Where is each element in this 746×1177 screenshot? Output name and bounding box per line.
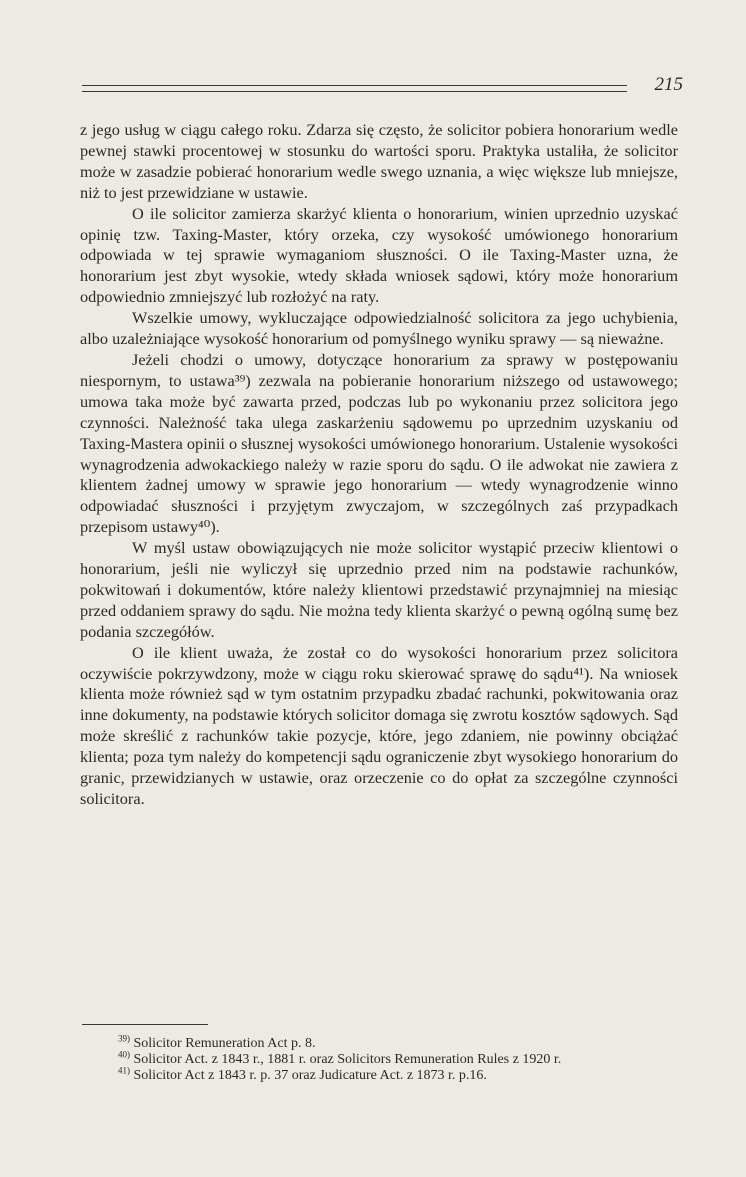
footnote-marker: 41) [118, 1065, 130, 1076]
page-number: 215 [654, 74, 683, 95]
footnote-rule [82, 1024, 208, 1025]
paragraph: z jego usług w ciągu całego roku. Zdarza się często, że solicitor pobiera honorarium wedle pewnej stawki procentowej w stosunku do wartości sporu. Praktyka ustaliła, że solicitor może w zasadzie pobierać honorarium wedle swego uznania, a więc większe lub mniejsze, niż to jest przewidziane w ustawie. [80, 120, 678, 202]
footnotes [80, 1033, 678, 1084]
paragraph: O ile klient uważa, że został co do wysokości honorarium przez solicitora oczywiście pokrzywdzony, może w ciągu roku skierować sprawę do sądu⁴¹). Na wniosek klienta może również sąd w tym ostatnim przypadku zbadać rachunki, pokwitowania oraz inne dokumenty, na podstawie których solicitor domaga się zwrotu kosztów sądowych. Sąd może skreślić z rachunków takie pozycje, które, jego zdaniem, nie powinny obciążać klienta; poza tym należy do kompetencji sądu ograniczenie zbyt wysokiego honorarium do granic, przewidzianych w ustawie, oraz orzeczenie co do opłat za szczególne czynności solicitora. [80, 642, 678, 808]
footnote-text: Solicitor Act. z 1843 r., 1881 r. oraz Solicitors Remuneration Rules z 1920 r. [133, 1052, 562, 1067]
paragraph: O ile solicitor zamierza skarżyć klienta o honorarium, winien uprzednio uzyskać opinię tzw. Taxing-Master, który orzeka, czy wysokość umówionego honorarium odpowiada w tej sprawie wymaganiom słuszności. O ile Taxing-Master uzna, że honorarium jest zbyt wysokie, wtedy składa wniosek sądowi, który może honorarium odpowiednio zmniejszyć lub rozłożyć na raty. [80, 203, 678, 307]
paragraph: Wszelkie umowy, wykluczające odpowiedzialność solicitora za jego uchybienia, albo uzależniające wysokość honorarium od pomyślnego wyniku sprawy — są nieważne. [80, 308, 678, 349]
footnote-marker: 40) [118, 1049, 130, 1060]
footnote-text: Solicitor Act z 1843 r. p. 37 oraz Judicature Act. z 1873 r. p.16. [133, 1068, 487, 1083]
footnote-text: Solicitor Remuneration Act p. 8. [133, 1036, 316, 1051]
body-text [80, 120, 678, 810]
paragraph: Jeżeli chodzi o umowy, dotyczące honorarium za sprawy w postępowaniu niespornym, to ustawa³⁹) zezwala na pobieranie honorarium niższego od ustawowego; umowa taka może być zawarta przed, podczas lub po wykonaniu przez solicitora jego czynności. Należność taka ulega zaskarżeniu sądowemu po uprzednim uzyskaniu od Taxing-Mastera opinii o słusznej wysokości umówionego honorarium. Ustalenie wysokości wynagrodzenia adwokackiego należy w razie sporu do sądu. O ile adwokat nie zawiera z klientem żadnej umowy w sprawie jego honorarium — wtedy wynagrodzenie winno odpowiadać słuszności i przyjętym zwyczajom, w szczególnych zaś przypadkach przepisom ustawy⁴⁰). [80, 349, 679, 537]
footnote [80, 1065, 678, 1084]
header-rule [82, 85, 627, 92]
footnote-marker: 39) [118, 1033, 130, 1044]
footnote [80, 1033, 678, 1052]
footnote [80, 1049, 678, 1068]
paragraph: W myśl ustaw obowiązujących nie może solicitor wystąpić przeciw klientowi o honorarium, jeśli nie wyliczył się uprzednio przed nim na podstawie rachunków, pokwitowań i dokumentów, które należy klientowi przedstawić przynajmniej na miesiąc przed oddaniem sprawy do sądu. Nie można tedy klienta skarżyć o pewną ogólną sumę bez podania szczegółów. [80, 538, 678, 641]
